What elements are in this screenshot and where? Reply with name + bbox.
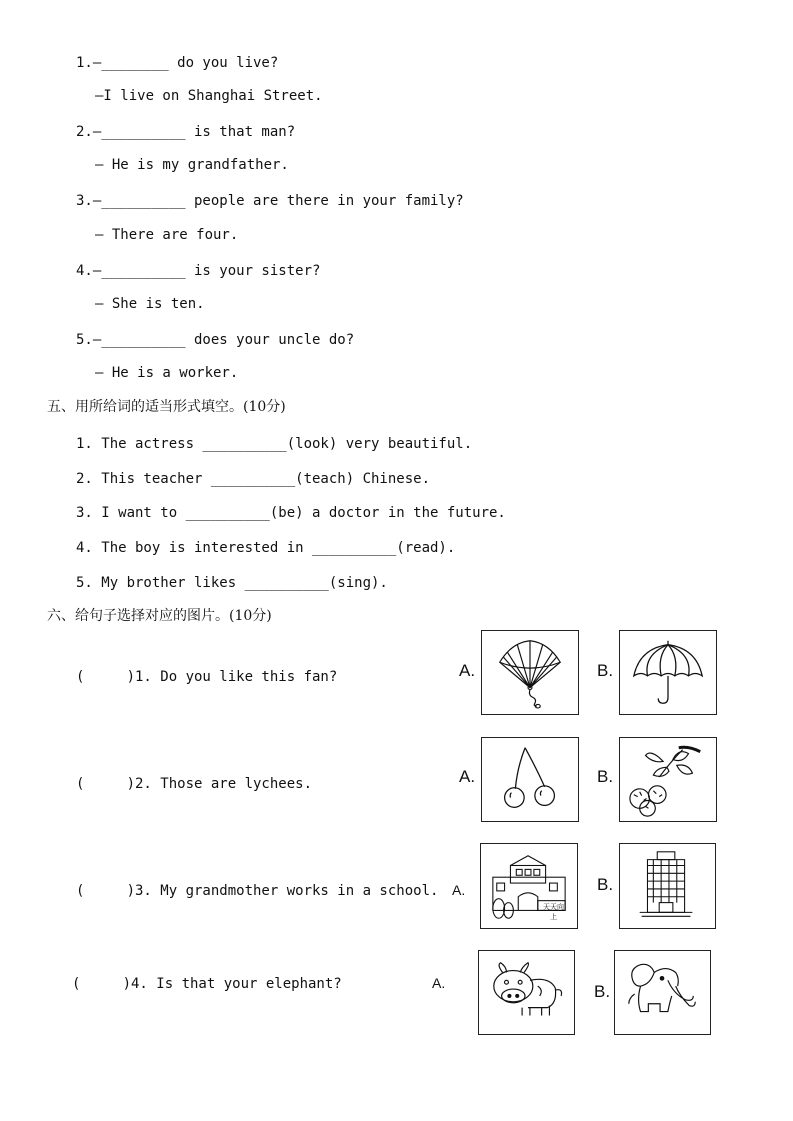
question-2: 2.—__________ is that man?	[76, 124, 296, 140]
option-a-label: A.	[459, 767, 476, 786]
school-sign-text: 天天向上	[543, 903, 564, 921]
option-a-label: A.	[432, 975, 446, 991]
fill-item-2: 2. This teacher __________(teach) Chinese.	[76, 471, 431, 487]
elephant-picture	[614, 950, 711, 1035]
option-a-label: A.	[452, 882, 466, 898]
office-building-picture	[619, 843, 716, 929]
option-b-label: B.	[597, 875, 614, 894]
answer-2: — He is my grandfather.	[95, 157, 289, 173]
picture-question-3: ( )3. My grandmother works in a school.	[76, 883, 439, 899]
picture-question-2: ( )2. Those are lychees.	[76, 776, 313, 792]
lychees-picture	[619, 737, 717, 822]
umbrella-picture	[619, 630, 717, 715]
picture-question-1: ( )1. Do you like this fan?	[76, 669, 338, 685]
fill-item-3: 3. I want to __________(be) a doctor in the future.	[76, 505, 506, 521]
answer-4: — She is ten.	[95, 296, 205, 312]
option-b-label: B.	[597, 767, 614, 786]
section-6-heading: 六、给句子选择对应的图片。(10分)	[47, 608, 272, 624]
fill-item-4: 4. The boy is interested in __________(read).	[76, 540, 456, 556]
option-b-label: B.	[597, 661, 614, 680]
fill-item-5: 5. My brother likes __________(sing).	[76, 575, 388, 591]
cow-picture	[478, 950, 575, 1035]
option-a-label: A.	[459, 661, 476, 680]
fan-picture	[481, 630, 579, 715]
answer-1: —I live on Shanghai Street.	[95, 88, 323, 104]
section-5-heading: 五、用所给词的适当形式填空。(10分)	[47, 399, 286, 415]
cherries-picture	[481, 737, 579, 822]
question-5: 5.—__________ does your uncle do?	[76, 332, 355, 348]
fill-item-1: 1. The actress __________(look) very beautiful.	[76, 436, 473, 452]
answer-5: — He is a worker.	[95, 365, 239, 381]
option-b-label: B.	[594, 982, 611, 1001]
question-4: 4.—__________ is your sister?	[76, 263, 321, 279]
answer-3: — There are four.	[95, 227, 239, 243]
school-picture	[480, 843, 578, 929]
question-3: 3.—__________ people are there in your family?	[76, 193, 464, 209]
picture-question-4: ( )4. Is that your elephant?	[72, 976, 342, 992]
question-1: 1.—________ do you live?	[76, 55, 279, 71]
